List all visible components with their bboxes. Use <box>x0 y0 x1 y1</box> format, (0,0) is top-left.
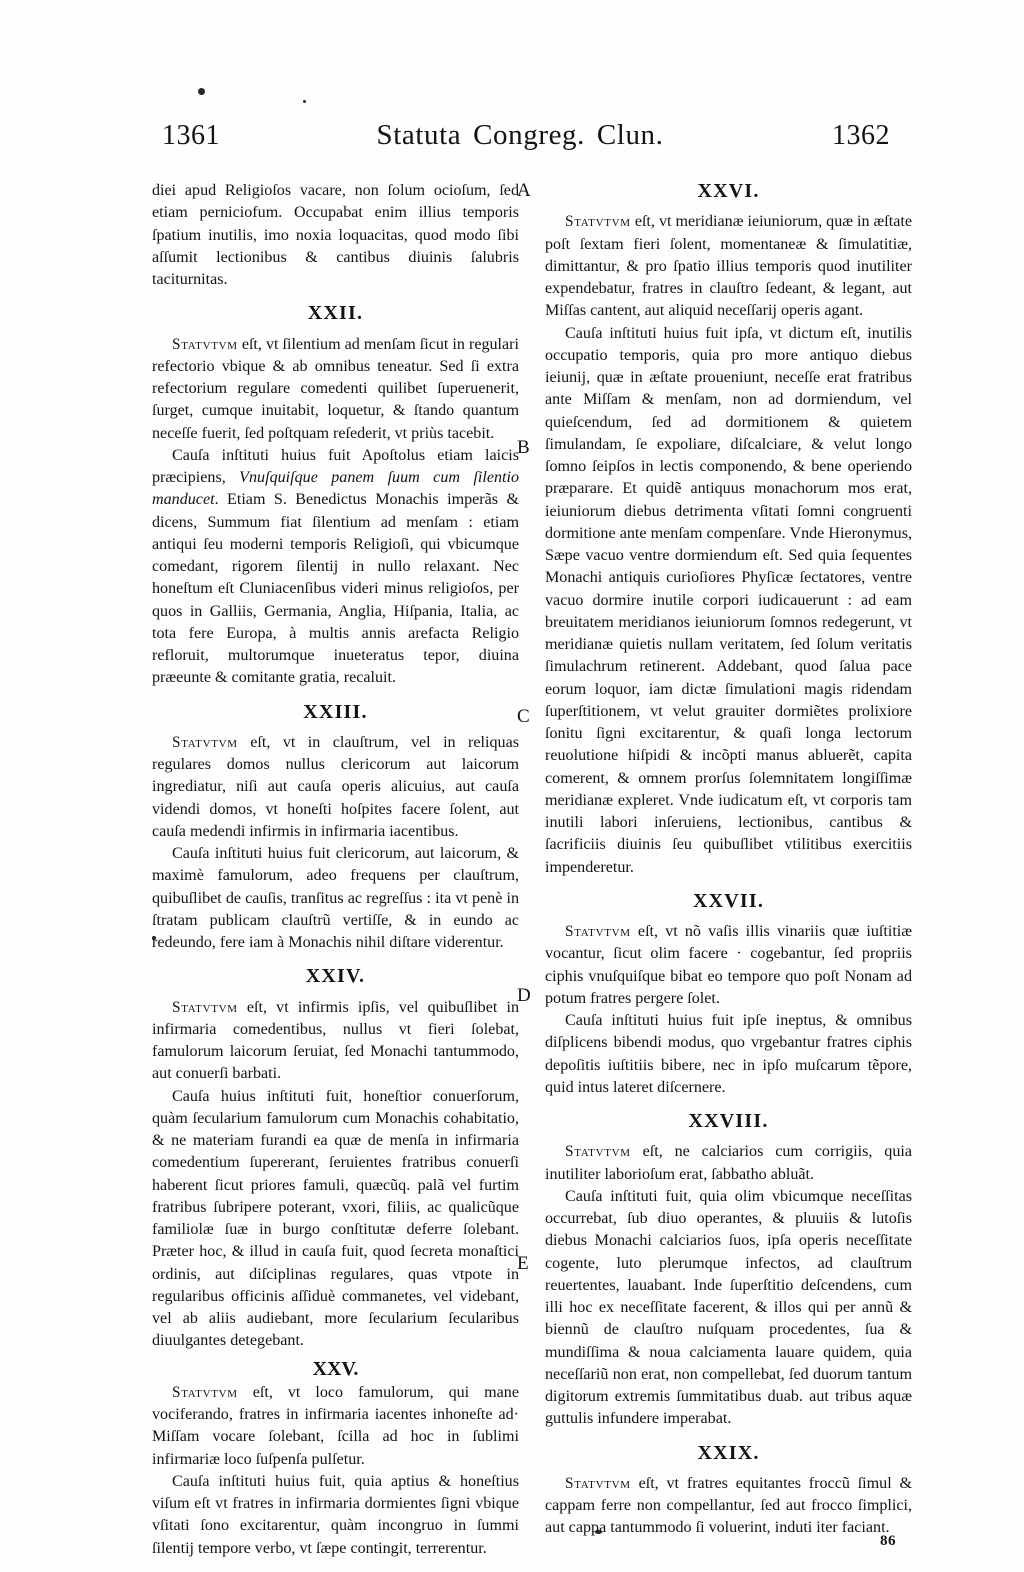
statute-body: eſt, vt meridianæ ieiuniorum, quæ in æſtate poſt ſextam fieri ſolent, momentaneæ & ſimulatitiæ, dimittantur, & pro ſpatio illius temporis quod inutiliter expendebatur, fratres in clauſtro ſedeant, & legant, aut Miſſas cantent, aut aliquid neceſſarij operis agant. <box>545 213 912 320</box>
cause-text-part2: . Etiam S. Benedictus Monachis imperãs & dicens, Summum fiat ſilentium ad menſam : etiam antiqui ſeu moderni temporis Religioſi, qui vbicumque comedant, rigorem ſilentij in nullo relaxant. Nec honeſtum eſt Cluniacenſibus videri minus religioſos, per quos in Galliis, Germania, Anglia, Hiſpania, Italia, ac tota fere Europa, à multis annis arefacta Religio refloruit, multorumque inueteratus tepor, diuina præeunte & comitante gratia, recaluit. <box>152 491 519 687</box>
margin-letter-d: D <box>517 985 531 1006</box>
statute-paragraph-xxviii <box>545 1141 912 1186</box>
statute-paragraph-xxix <box>545 1473 912 1540</box>
statute-paragraph-xxiii <box>152 732 519 843</box>
cause-paragraph-xxviii: Cauſa inſtituti fuit, quia olim vbicumque neceſſitas occurrebat, ſub diuo operantes, & pluuiis & lutoſis diebus Monachi calciarios ſuos, ipſa operis neceſſitate cogente, luto plerumque infectos, ad clauſtrum reuertentes, lauabant. Inde ſuperſtitio deſcendens, cum illi hoc ex neceſſitate facerent, & illos qui per annũ & biennũ de clauſtro nuſquam procedentes, ſua & mundiſſima & noua calciamenta lauare quidem, quia neceſſariũ non erat, non compellebat, ſed duorum tantum digitorum extremis ſummitatibus duab. aut tribus aquæ guttulis infundere imperabat. <box>545 1187 912 1428</box>
cause-paragraph-xxv: Cauſa inſtituti huius fuit, quia aptius & honeſtius viſum eſt vt fratres in infirmaria dormientes ſigni vbique vſitati ſono excitarentur, quàm incongruo in ſummi ſilentij tempore verbo, vt ſæpe contingit, terrerentur. <box>152 1472 519 1557</box>
cause-paragraph-xxii <box>152 445 519 690</box>
page-title: Statuta Congreg. Clun. <box>376 119 664 151</box>
cause-paragraph-xxvi: Cauſa inſtituti huius fuit ipſa, vt dictum eſt, inutilis occupatio temporis, quia pro more antiquo diebus ieiunij, quæ in æſtate proueniunt, neceſſe erat fratribus ante Miſſam & menſam, non ad dormiendum, vel quieſcendum, ſed ad dormitionem & quietem ſimulandam, ſe expoliare, diſcalciare, & velut longo ſomno ſeipſos in lectis componendo, & bene operiendo præparare. Et quidẽ antiquus monachorum mos erat, ieiuniorum diebus detrimenta vſitati ſomni congruenti dormitione ante menſam compenſare. Vnde Hieronymus, Sæpe vacuo ventre dormiendum eſt. Sed quia ſequentes Monachi antiquis curioſiores Phyſicæ ſectatores, ventre vacuo dormire inutile corpori iudicauerunt : ad eam breuitatem meridianos ieiuniorum ſomnos redegerunt, vt meridianæ quietis nullam veritatem, ſed ſolum veritatis ſimulachrum retinerent. Addebant, quod ſalua pace eorum loquor, iam dictæ ſimulationi magis ridendam ſuperſtitionem, vt velut grauiter dormiẽtes prolixiore ſonitu ſigni excitarentur, & quaſi longa lectorum reuolutione hiſpidi & incõpti manus abluerẽt, capita comerent, & omnem prorſus ſolemnitatem longiſſimæ meridianæ expleret. Vnde iudicatum eſt, vt corporis tam inutili labori inſeruiens, lectionibus, cantibus & ſacrificiis diuinis ſeu quibuſlibet vtilitibus exercitiis impenderetur. <box>545 324 912 876</box>
cause-paragraph-xxiii: Cauſa inſtituti huius fuit clericorum, aut laicorum, & maximè famulorum, adeo frequens per clauſtrum, quibuſlibet de cauſis, tranſitus ac regreſſus : ita vt penè in ſtratam publicam clauſtrũ vertiſſe, & in eundo ac redeundo, fere iam à Monachis nihil diſtare viderentur. <box>152 845 519 951</box>
section-heading-xxv: XXV. <box>312 1357 359 1380</box>
statute-body: eſt, vt nõ vaſis illis vinariis quæ iuſtitiæ vocantur, ſicut olim facere · cogebantur, ſed propriis ciphis vnuſquiſque bibat eo tempore quo poſt Nonam ad potum fratres pergere ſolet. <box>545 923 912 1007</box>
statute-opening-word: Statvtvm <box>565 1474 631 1492</box>
margin-letter-b: B <box>517 437 530 458</box>
section-heading-xxiv: XXIV. <box>305 965 366 988</box>
statute-paragraph-xxvi <box>545 211 912 322</box>
margin-letter-e: E <box>517 1253 529 1274</box>
signature-mark: 86 <box>880 1533 896 1549</box>
folio-number-right: 1362 <box>832 120 890 151</box>
statute-opening-word: Statvtvm <box>565 923 631 940</box>
cause-text-part1: Cauſa inſtituti huius fuit Apoſtolus etiam laicis præcipiens, <box>152 446 519 486</box>
scripture-quote: Vnuſquiſque panem ſuum cum ſilentio manducet <box>152 469 519 509</box>
statute-paragraph-xxiv <box>152 997 519 1086</box>
statute-paragraph-xxv <box>152 1382 519 1471</box>
statute-opening-word: Statvtvm <box>172 733 238 751</box>
statute-body: eſt, vt infirmis ipſis, vel quibuſlibet in infirmaria comedentibus, nullus vt fieri ſolebat, famulorum laicorum ſeruiat, ſed Monachi tantummodo, aut conuerſi barbati. <box>152 998 519 1083</box>
statute-opening-word: Statvtvm <box>172 1383 238 1401</box>
cause-paragraph-xxiv: Cauſa huius inſtituti fuit, honeſtior conuerſorum, quàm ſecularium famulorum cum Monachis cohabitatio, & ne materiam furandi ea quæ de menſa in infirmaria comedentium ſupererant, ſeruientes fratribus conuerſi haberent ſicut priores famuli, quæcũq. palã vel furtim fratribus ſubripere poterant, vxori, filiis, ac qualicũque familiolæ ſuæ in burgo conſtitutæ deferre ſolebant. Præter hoc, & illud in cauſa fuit, quod ſecreta monaſtici ordinis, aut diſciplinas regulares, quas vtpote in regularibus officinis aſſiduè commanetes, vel videbant, vel ab aliis audiebant, more ſecularium ſecularibus diuulgantes detegebant. <box>152 1087 519 1350</box>
statute-paragraph-xxvii <box>545 921 912 1010</box>
section-heading-xxviii: XXVIII. <box>688 1110 769 1132</box>
section-heading-xxvii: XXVII. <box>692 889 765 912</box>
text-column-right <box>545 180 912 1540</box>
ink-speck <box>303 100 306 103</box>
section-heading-xxix: XXIX. <box>697 1441 760 1464</box>
text-column-left <box>152 180 519 1560</box>
statute-opening-word: Statvtvm <box>172 998 238 1016</box>
margin-letter-a: A <box>517 180 531 201</box>
folio-number-left: 1361 <box>162 120 220 151</box>
section-heading-xxvi: XXVI. <box>697 180 760 202</box>
section-heading-xxii: XXII. <box>307 302 364 325</box>
margin-letter-c: C <box>517 706 530 727</box>
ink-speck <box>198 88 205 95</box>
statute-opening-word: Statvtvm <box>565 213 631 231</box>
statute-paragraph-xxii <box>152 334 519 445</box>
statute-opening-word: Statvtvm <box>172 335 238 353</box>
statute-opening-word: Statvtvm <box>565 1143 631 1161</box>
section-heading-xxiii: XXIII. <box>303 700 368 723</box>
running-head <box>150 120 890 162</box>
cause-paragraph-xxvii: Cauſa inſtituti huius fuit ipſe ineptus, & omnibus diſplicens bibendi modus, quo vrgebantur fratres ciphis depoſitis iuſtitiis bibere, nec in ipſo muſcarum tẽpore, quid intus lateret diſcernere. <box>545 1012 912 1096</box>
statute-body: eſt, vt ſilentium ad menſam ſicut in regulari refectorio vbique & ab omnibus teneatur. Sed ſi extra refectorium regulare comedenti quilibet ſuperuenerit, ſurget, cumque inuitabit, loquetur, & ſtando quantum neceſſe fuerit, ſed poſtquam reſederit, vt priùs tacebit. <box>152 335 519 442</box>
statute-body: eſt, ne calciarios cum corrigiis, quia inutiliter laborioſum erat, ſabbatho abluãt. <box>545 1143 912 1183</box>
carryover-paragraph: diei apud Religioſos vacare, non ſolum ocioſum, ſed etiam perniciofum. Occupabat enim illius temporis ſpatium inutilis, imo noxia loquacitas, quod modo ſibi aſſumit lectionibus & cantibus diuinis ſalubris taciturnitas. <box>152 182 519 288</box>
statute-body: eſt, vt fratres equitantes froccũ ſimul & cappam ferre non compellantur, ſed aut frocco ſimplici, aut cappa tantummodo ſi voluerint, induti iter faciant. <box>545 1474 912 1537</box>
statute-body: eſt, vt in clauſtrum, vel in reliquas regulares domos nullus clericorum aut laicorum ingrediatur, niſi aut cauſa operis alicuius, aut cauſa videndi domos, vt honeſti hoſpites facere ſolent, aut cauſa medendi infirmis in infirmaria iacentibus. <box>152 733 519 840</box>
statute-body: eſt, vt loco famulorum, qui mane vociferando, fratres in infirmaria iacentes inhoneſte ad· Miſſam vocare ſolebant, ſcilla ad hoc in ſublimi infirmariæ loco ſuſpenſa pulſetur. <box>152 1383 519 1468</box>
